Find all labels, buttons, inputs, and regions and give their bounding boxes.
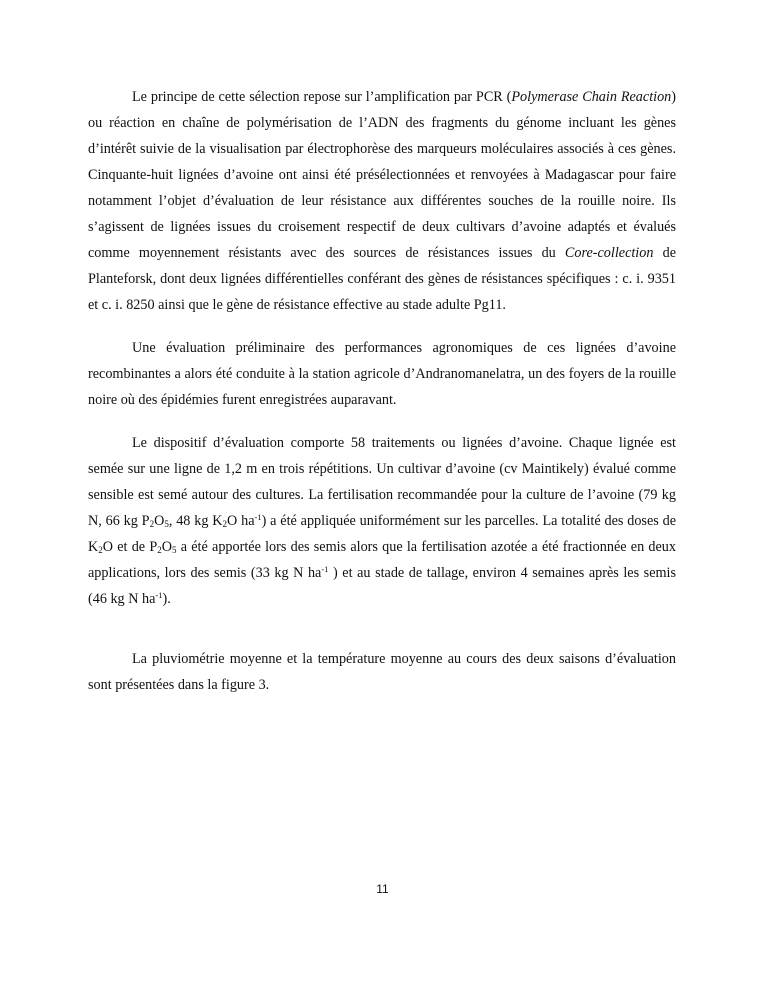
text-span: de Planteforsk, dont deux lignées différentielles conférant des gènes de résistances spécifiques : c. i. 9351 et c. i. 8250 ainsi que le gène de résistance effective au stade adulte Pg11. xyxy=(88,245,676,313)
subscript: 2 xyxy=(157,545,162,555)
paragraph-pcr-selection xyxy=(88,84,676,318)
subscript: 2 xyxy=(98,545,103,555)
text-span: Le dispositif d’évaluation comporte 58 traitements ou lignées d’avoine. Chaque lignée est semée sur une ligne de 1,2 m en trois répétitions. Un cultivar d’avoine (cv Maintikely) évalué comme sensible est semé autour des cultures. La fertilisation recommandée pour la culture de l’avoine (79 kg N, 66 kg P xyxy=(88,435,676,529)
text-span: ) a été appliquée uniformément sur les parcelles. La totalité des doses de K xyxy=(88,513,676,555)
page-number: 11 xyxy=(376,882,389,896)
text-span: O xyxy=(161,539,172,555)
paragraph-preliminary-evaluation: Une évaluation préliminaire des performances agronomiques de ces lignées d’avoine recombinantes a alors été conduite à la station agricole d’Andranomanelatra, un des foyers de la rouille noire où des épidémies furent enregistrées auparavant. xyxy=(88,340,676,408)
italic-term: Core-collection xyxy=(564,245,654,261)
text-span: O ha xyxy=(227,513,255,529)
text-span: ) ou réaction en chaîne de polymérisation de l’ADN des fragments du génome incluant les gènes d’intérêt suivie de la visualisation par électrophorèse des marqueurs moléculaires associés à ces gènes. Cinquante-huit lignées d’avoine ont ainsi été présélectionnées et renvoyées à Madagascar pour faire notamment l’objet d’évaluation de leur résistance aux différentes souches de la rouille noire. Ils s’agissent de lignées issues du croisement respectif de deux cultivars d’avoine adaptés et évalués comme moyennement résistants avec des sources de résistances issues du xyxy=(88,89,676,261)
superscript: -1 xyxy=(155,590,163,600)
paragraph-evaluation-setup xyxy=(88,430,676,612)
text-span: Le principe de cette sélection repose sur l’amplification par PCR ( xyxy=(132,89,512,105)
text-span: , 48 kg K xyxy=(168,513,223,529)
subscript: 2 xyxy=(222,519,228,529)
superscript: -1 xyxy=(254,512,262,522)
paragraph-climate-figure-ref: La pluviométrie moyenne et la température moyenne au cours des deux saisons d’évaluation sont présentées dans la figure 3. xyxy=(88,651,676,693)
text-span: ). xyxy=(162,591,171,607)
italic-term: Polymerase Chain Reaction xyxy=(511,89,672,105)
text-span: a été apportée lors des semis alors que la fertilisation azotée a été fractionnée en deux applications, lors des semis (33 kg N ha xyxy=(88,539,676,581)
text-span: ) et au stade de tallage, environ 4 semaines après les semis (46 kg N ha xyxy=(88,565,676,607)
subscript: 5 xyxy=(164,519,169,529)
text-span: O et de P xyxy=(102,539,158,555)
superscript: -1 xyxy=(321,564,329,574)
subscript: 5 xyxy=(171,545,177,555)
subscript: 2 xyxy=(149,519,155,529)
text-span: O xyxy=(154,513,165,529)
document-page xyxy=(88,84,676,698)
